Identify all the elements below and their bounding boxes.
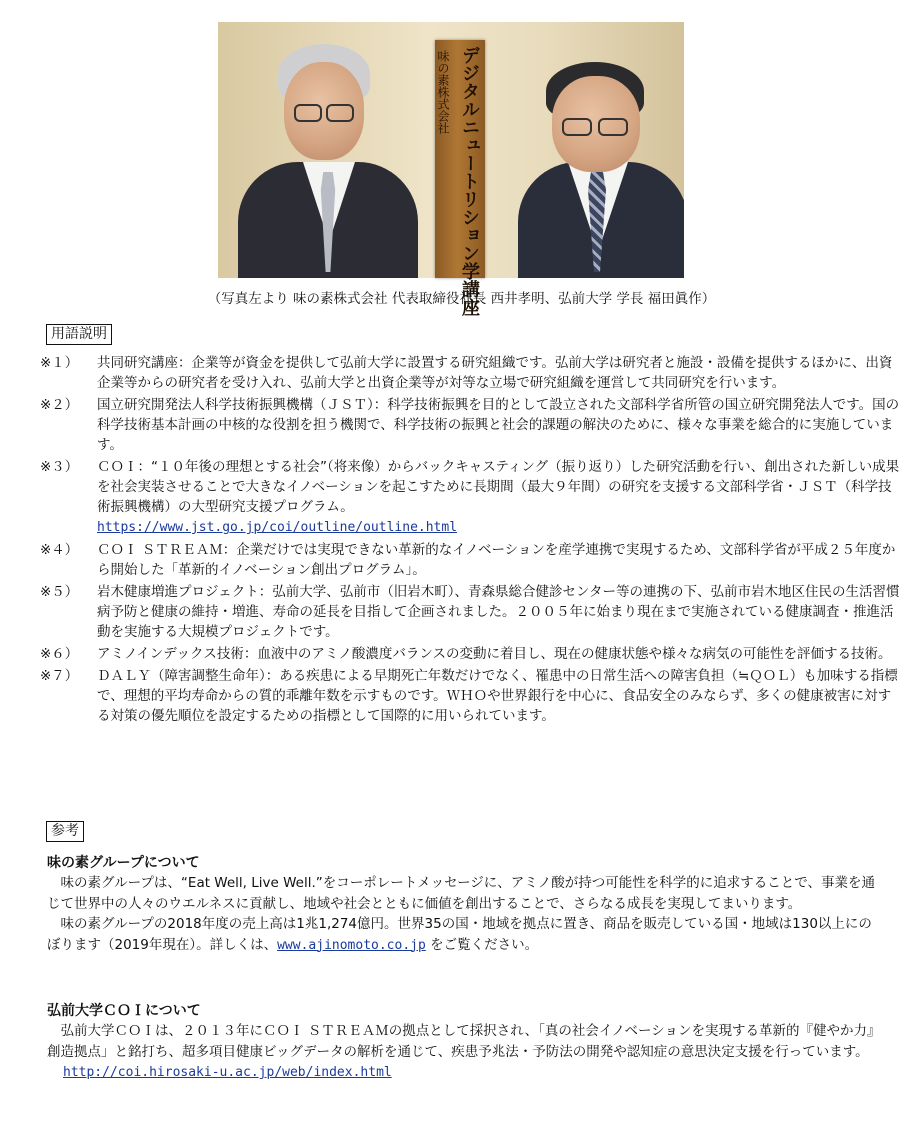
glossary-note: [40, 666, 900, 726]
ajinomoto-paragraph-1: 味の素グループは、“Eat Well, Live Well.”をコーポレートメッセージに、アミノ酸が持つ可能性を科学的に追求することで、事業を通じて世界中の人々のウエルネスに貢献し、地域や社会とともに価値を創出することで、さらなる成長を実現してまいります。: [47, 875, 876, 912]
glossary-note: [40, 582, 900, 642]
note-number: ※１）: [40, 355, 79, 371]
plaque-company-name: 味の素株式会社: [436, 50, 450, 134]
glossary-heading: 用語説明: [46, 324, 112, 345]
coi-section-body: [47, 1021, 883, 1084]
note-text: 岩木健康増進プロジェクト：弘前大学、弘前市（旧岩木町）、青森県総合健診センター等の連携の下、弘前市岩木地区住民の生活習慣病予防と健康の維持・増進、寿命の延長を目指して企画されました。２００５年に始まり現在まで実施されている健康調査・推進活動を実施する大規模プロジェクトです。: [97, 584, 900, 640]
glossary-note: [40, 457, 900, 538]
coi-paragraph: 弘前大学ＣＯＩは、２０１３年にＣＯＩ ＳＴＲＥＡＭの拠点として採択され、「真の社会イノベーションを実現する革新的『健やか力』創造拠点」と銘打ち、超多項目健康ビッグデータの解析を通じて、疾患予兆法・予防法の開発や認知症の意思決定支援を行っています。: [47, 1023, 881, 1060]
ajinomoto-website-link[interactable]: www.ajinomoto.co.jp: [277, 937, 426, 953]
ajinomoto-section-body: [47, 873, 883, 956]
note-number: ※６）: [40, 646, 79, 662]
coi-section-title: 弘前大学ＣＯＩについて: [47, 1003, 201, 1019]
note-text: アミノインデックス技術：血液中のアミノ酸濃度バランスの変動に着目し、現在の健康状態や様々な病気の可能性を評価する技術。: [97, 646, 892, 662]
note-text: 共同研究講座：企業等が資金を提供して弘前大学に設置する研究組織です。弘前大学は研究者と施設・設備を提供するほかに、出資企業等からの研究者を受け入れ、弘前大学と出資企業等が対等な立場で研究組織を運営して共同研究を行います。: [97, 355, 893, 391]
note-number: ※３）: [40, 459, 79, 475]
note-text: 国立研究開発法人科学技術振興機構（ＪＳＴ）：科学技術振興を目的として設立された文部科学省所管の国立研究開発法人です。国の科学技術基本計画の中核的な役割を担う機関で、科学技術の振興と社会的課題の解決のために、様々な事業を総合的に実施しています。: [97, 397, 900, 453]
glossary-note: [40, 353, 900, 393]
ajinomoto-paragraph-2-tail: をご覧ください。: [425, 936, 539, 953]
ajinomoto-paragraph-2: [47, 914, 883, 956]
person-left: [218, 22, 418, 278]
glossary-notes: [40, 353, 900, 726]
note-number: ※２）: [40, 397, 79, 413]
photo-caption: （写真左より 味の素株式会社 代表取締役社長 西井孝明、弘前大学 学長 福田眞作）: [207, 291, 716, 307]
ajinomoto-section-title: 味の素グループについて: [47, 855, 200, 871]
ajinomoto-paragraph-2-text: 味の素グループの2018年度の売上高は1兆1,274億円。世界35の国・地域を拠点に置き、商品を販売している国・地域は130以上にのぼります（2019年現在）。詳しくは、: [47, 916, 872, 953]
note-text: ＣＯＩ ＳＴＲＥＡＭ：企業だけでは実現できない革新的なイノベーションを産学連携で実現するため、文部科学省が平成２５年度から開始した「革新的イノベーション創出プログラム」。: [97, 542, 896, 578]
jst-coi-link[interactable]: https://www.jst.go.jp/coi/outline/outline.html: [97, 520, 458, 535]
note-number: ※７）: [40, 668, 79, 684]
coi-link-line: [47, 1062, 883, 1084]
plaque-course-title: デジタルニュートリション学講座: [459, 46, 480, 316]
note-text: ＣＯＩ：“１０年後の理想とする社会”（将来像）からバックキャスティング（振り返り）した研究活動を行い、創出された新しい成果を社会実装させることで大きなイノベーションを起こすために長期間（最大９年間）の研究を支援する文部科学省・ＪＳＴ（科学技術振興機構）の大型研究支援プログラム。: [97, 459, 900, 515]
glossary-note: [40, 644, 900, 664]
note-number: ※４）: [40, 542, 79, 558]
glossary-note: [40, 395, 900, 455]
coi-website-link[interactable]: http://coi.hirosaki-u.ac.jp/web/index.html: [63, 1065, 392, 1080]
note-number: ※５）: [40, 584, 79, 600]
glossary-note: [40, 540, 900, 580]
reference-heading: 参考: [46, 821, 84, 842]
person-right: [508, 22, 684, 278]
note-text: ＤＡＬＹ（障害調整生命年）：ある疾患による早期死亡年数だけでなく、罹患中の日常生活への障害負担（≒ＱＯＬ）も加味する指標で、理想的平均寿命からの質的乖離年数を示すものです。ＷＨＯや世界銀行を中心に、食品安全のみならず、多くの健康被害に対する対策の優先順位を設定するための指標として国際的に用いられています。: [97, 668, 898, 724]
